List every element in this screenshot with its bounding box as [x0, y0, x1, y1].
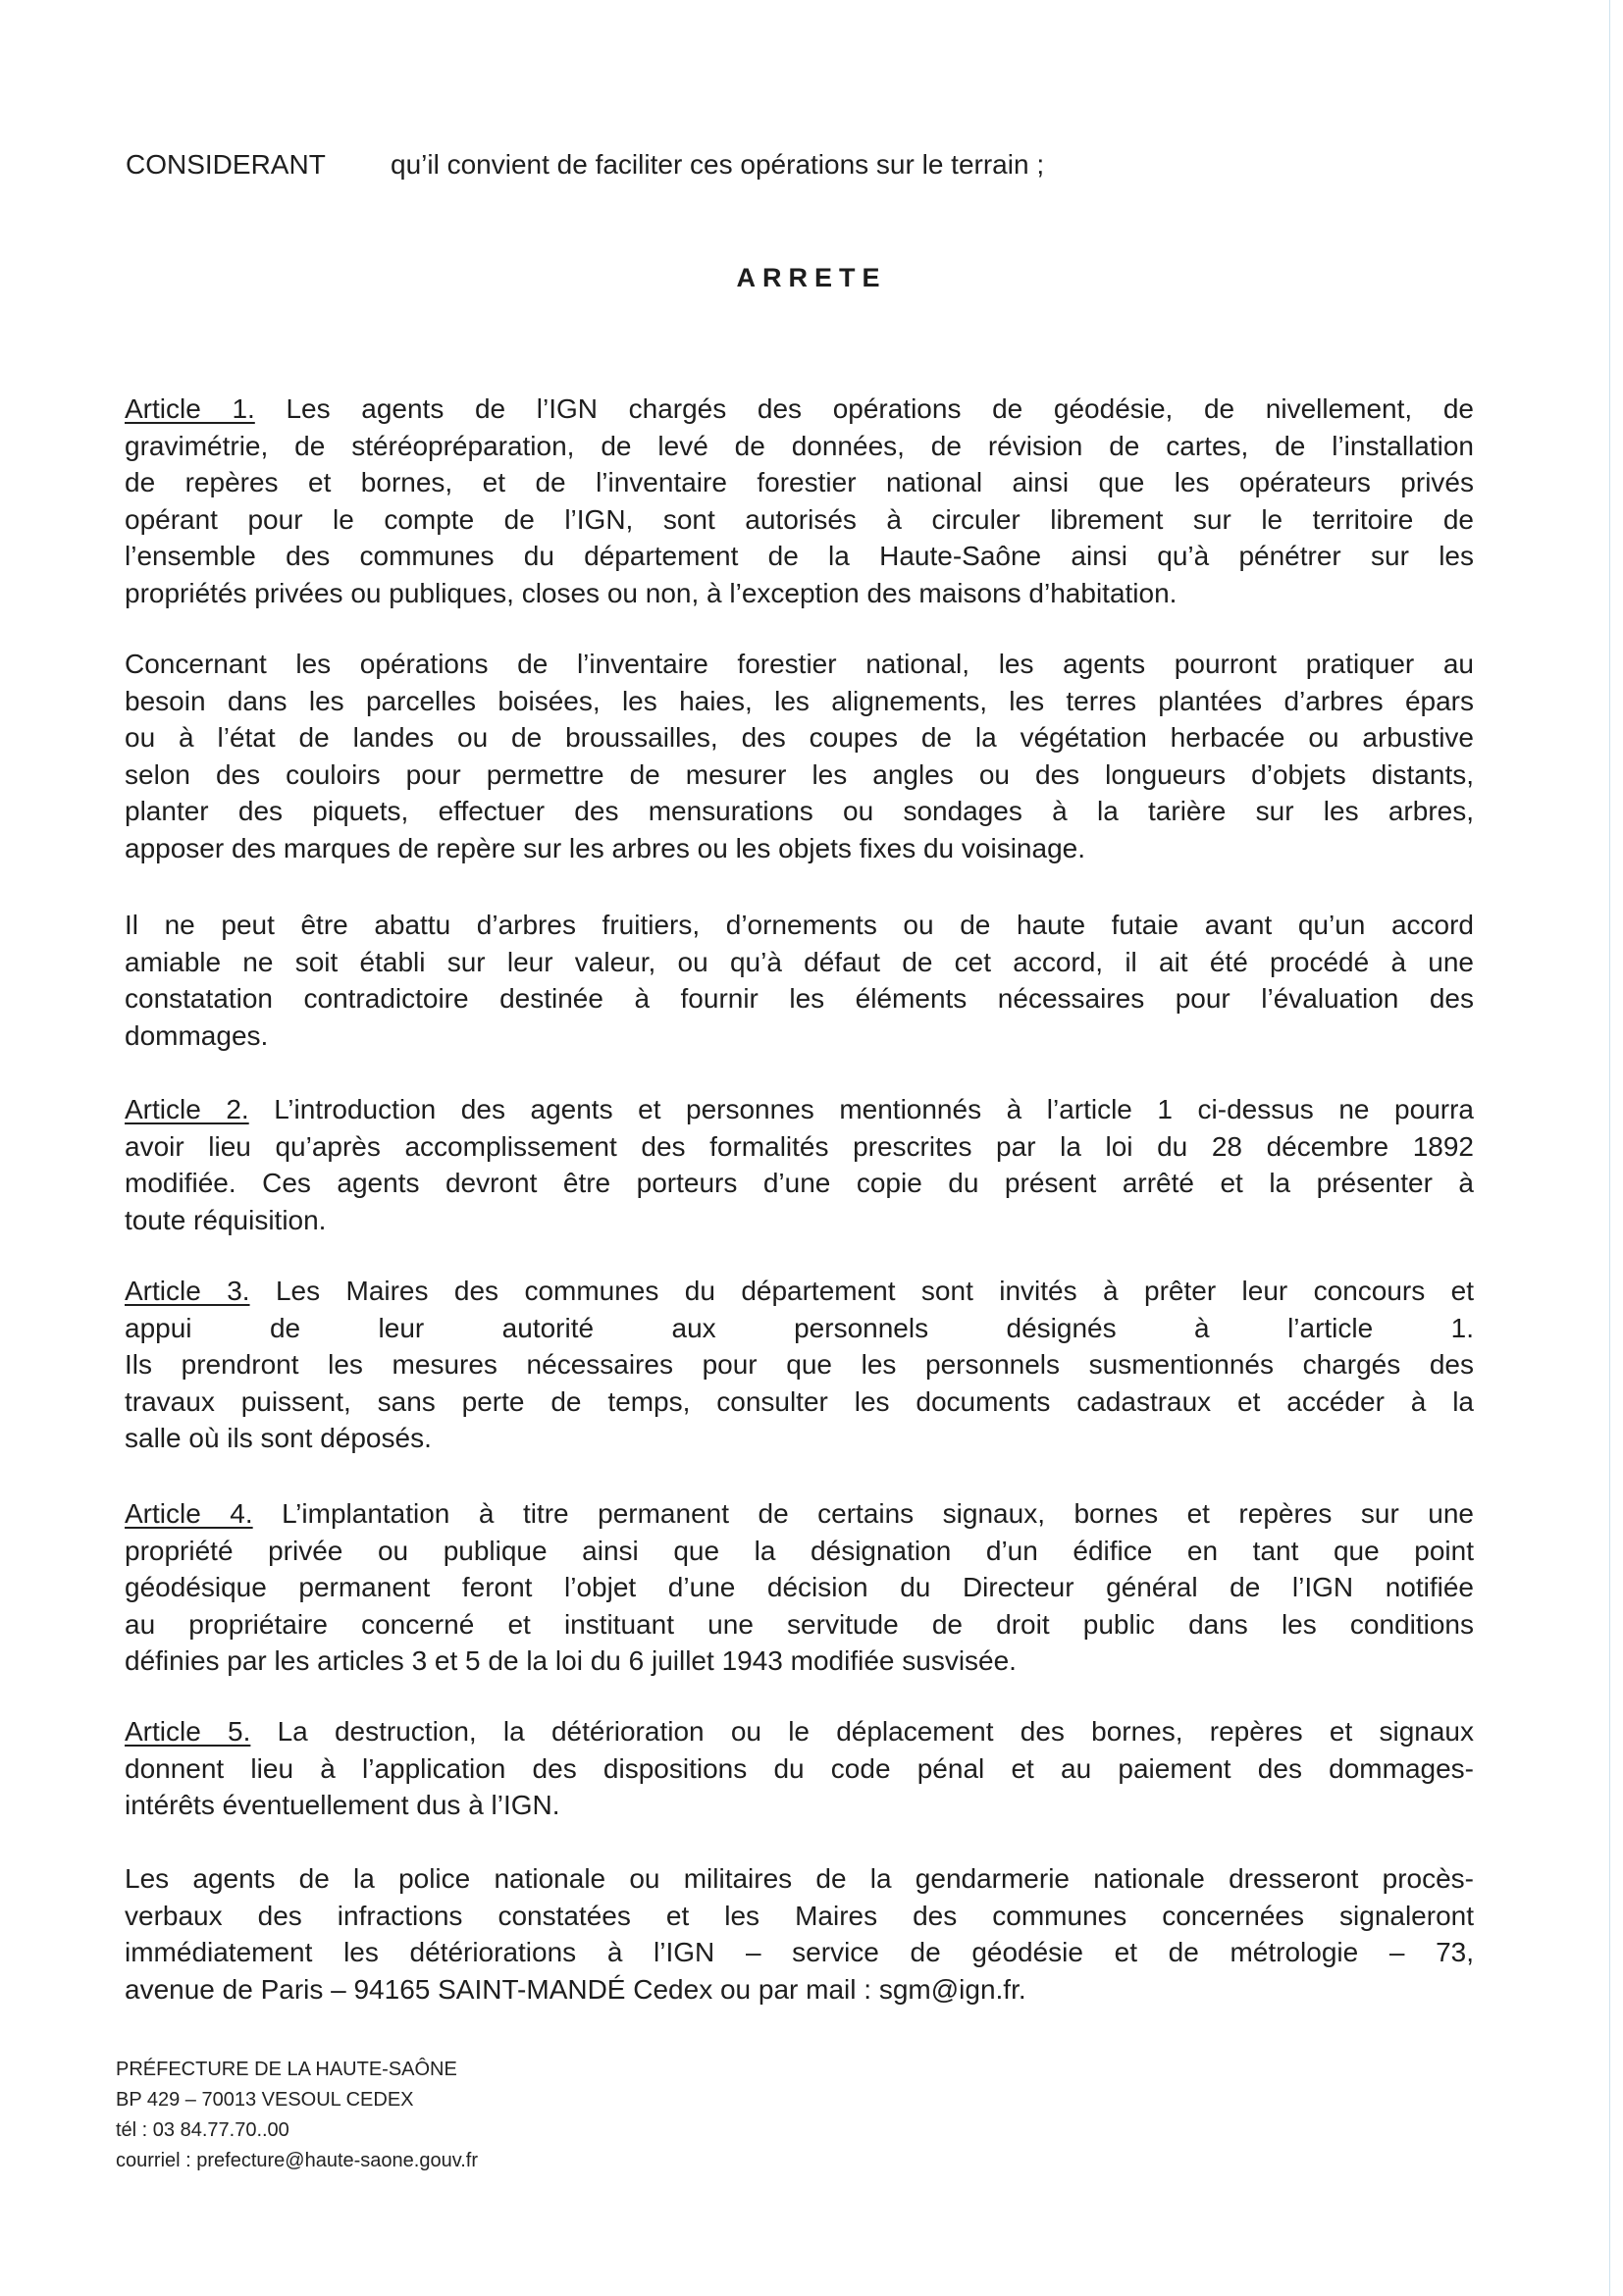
footer-phone: tél : 03 84.77.70..00	[116, 2119, 289, 2141]
text-line: géodésique permanent feront l’objet d’une décision du Directeur général de l’IGN notifiée	[125, 1572, 1474, 1602]
text-line: Article 2. L’introduction des agents et personnes mentionnés à l’article 1 ci-dessus ne pourra	[125, 1094, 1474, 1124]
article-2	[125, 1091, 1474, 1238]
text-line: intérêts éventuellement dus à l’IGN.	[125, 1790, 560, 1820]
considerant-clause	[126, 149, 1044, 181]
footer-name: PRÉFECTURE DE LA HAUTE-SAÔNE	[116, 2059, 457, 2080]
text-line: opérant pour le compte de l’IGN, sont autorisés à circuler librement sur le territoire de	[125, 503, 1474, 535]
text-line: de repères et bornes, et de l’inventaire forestier national ainsi que les opérateurs privés	[125, 467, 1474, 497]
text-line: Article 4. L’implantation à titre permanent de certains signaux, bornes et repères sur une	[125, 1498, 1474, 1529]
text-line: dommages.	[125, 1019, 269, 1051]
text-line: travaux puissent, sans perte de temps, consulter les documents cadastraux et accéder à la	[125, 1385, 1474, 1417]
considerant-text: qu’il convient de faciliter ces opérations sur le terrain ;	[391, 149, 1045, 180]
text-line: constatation contradictoire destinée à fournir les éléments nécessaires pour l’évaluation des	[125, 983, 1474, 1014]
scan-edge-line	[1609, 0, 1610, 2296]
text-line: donnent lieu à l’application des dispositions du code pénal et au paiement des dommages-	[125, 1752, 1474, 1784]
paragraph	[125, 1860, 1474, 2008]
text-line: selon des couloirs pour permettre de mesurer les angles ou des longueurs d’objets distants,	[125, 758, 1474, 790]
text-line: verbaux des infractions constatées et les Maires des communes concernées signaleront	[125, 1900, 1474, 1931]
text-line: amiable ne soit établi sur leur valeur, ou qu’à défaut de cet accord, il ait été procédé à une	[125, 946, 1474, 977]
text-line: définies par les articles 3 et 5 de la loi du 6 juillet 1943 modifiée susvisée.	[125, 1645, 1017, 1676]
text-line: Les agents de la police nationale ou militaires de la gendarmerie nationale dresseront procès-	[125, 1863, 1474, 1894]
paragraph	[125, 907, 1474, 1054]
text-line: Il ne peut être abattu d’arbres fruitiers, d’ornements ou de haute futaie avant qu’un accord	[125, 910, 1474, 940]
text-line: Article 1. Les agents de l’IGN chargés des opérations de géodésie, de nivellement, de	[125, 393, 1474, 424]
text-line: Ils prendront les mesures nécessaires pour que les personnels susmentionnés chargés des	[125, 1349, 1474, 1380]
text-line: besoin dans les parcelles boisées, les haies, les alignements, les terres plantées d’arbres épars	[125, 685, 1474, 716]
text-line: propriétés privées ou publiques, closes ou non, à l’exception des maisons d’habitation.	[125, 577, 1178, 608]
text-line: appui de leur autorité aux personnels désignés à l’article 1.	[125, 1312, 1474, 1343]
footer-contact	[116, 2055, 478, 2176]
text-line: toute réquisition.	[125, 1204, 327, 1235]
article-1	[125, 391, 1474, 611]
text-line: apposer des marques de repère sur les arbres ou les objets fixes du voisinage.	[125, 832, 1085, 863]
article-heading: Article 1.	[125, 393, 255, 424]
article-5	[125, 1713, 1474, 1824]
text-line: planter des piquets, effectuer des mensurations ou sondages à la tarière sur les arbres,	[125, 796, 1474, 826]
text-line: avoir lieu qu’après accomplissement des formalités prescrites par la loi du 28 décembre 1892	[125, 1130, 1474, 1162]
text-line: ou à l’état de landes ou de broussailles, des coupes de la végétation herbacée ou arbustive	[125, 722, 1474, 753]
text-line: avenue de Paris – 94165 SAINT-MANDÉ Cedex ou par mail : sgm@ign.fr.	[125, 1973, 1026, 2005]
considerant-label: CONSIDERANT	[126, 149, 326, 180]
text-line: au propriétaire concerné et instituant une servitude de droit public dans les conditions	[125, 1608, 1474, 1640]
article-4	[125, 1495, 1474, 1680]
text-line: salle où ils sont déposés.	[125, 1423, 432, 1453]
text-line: Article 3. Les Maires des communes du département sont invités à prêter leur concours et	[125, 1276, 1474, 1306]
text-line: propriété privée ou publique ainsi que la désignation d’un édifice en tant que point	[125, 1535, 1474, 1566]
footer-email: courriel : prefecture@haute-saone.gouv.fr	[116, 2150, 479, 2171]
article-heading: Article 2.	[125, 1094, 249, 1124]
text-line: Article 5. La destruction, la détérioration ou le déplacement des bornes, repères et signaux	[125, 1716, 1474, 1747]
footer-address: BP 429 – 70013 VESOUL CEDEX	[116, 2089, 414, 2111]
article-heading: Article 3.	[125, 1276, 250, 1306]
text-line: Concernant les opérations de l’inventaire forestier national, les agents pourront pratiquer au	[125, 649, 1474, 679]
article-heading: Article 5.	[125, 1716, 251, 1747]
text-line: gravimétrie, de stéréopréparation, de levé de données, de révision de cartes, de l’installation	[125, 430, 1474, 461]
text-line: l’ensemble des communes du département de la Haute-Saône ainsi qu’à pénétrer sur les	[125, 541, 1474, 571]
text-line: immédiatement les détériorations à l’IGN – service de géodésie et de métrologie – 73,	[125, 1937, 1474, 1967]
text-line: modifiée. Ces agents devront être porteurs d’une copie du présent arrêté et la présenter à	[125, 1168, 1474, 1198]
document-title: ARRETE	[736, 263, 887, 292]
article-heading: Article 4.	[125, 1498, 253, 1529]
paragraph	[125, 646, 1474, 866]
article-3	[125, 1273, 1474, 1457]
